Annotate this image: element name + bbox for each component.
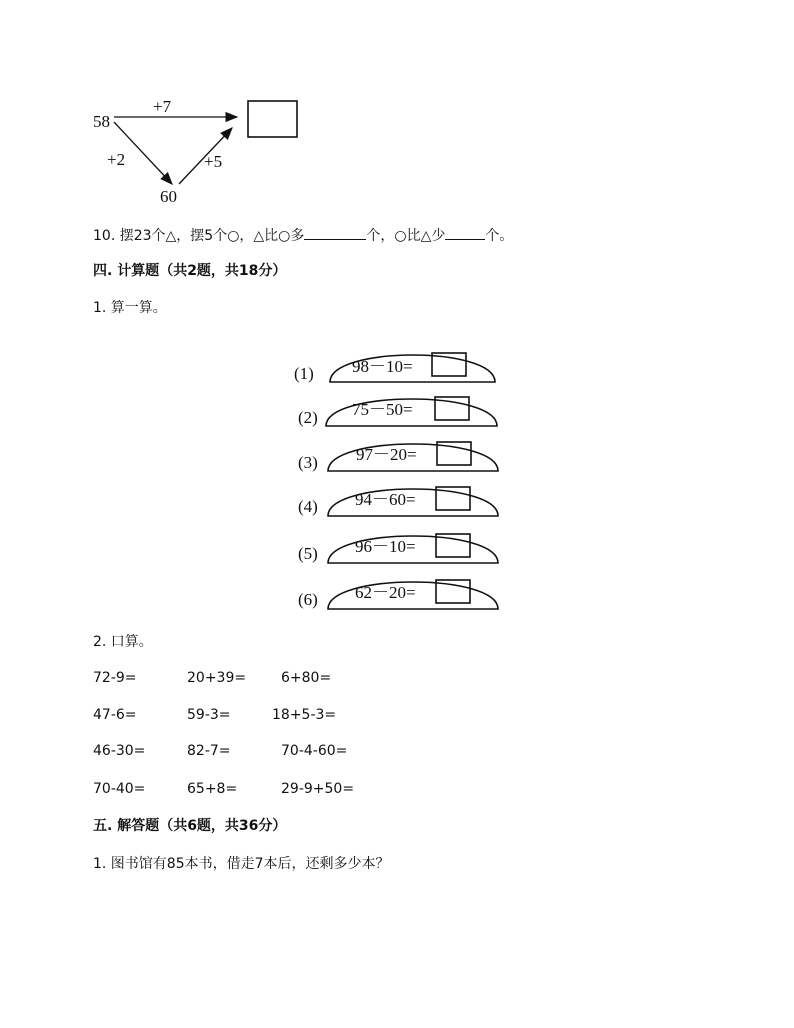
bowl-expression: 75－50= — [352, 400, 413, 419]
section-5-title: 五. 解答题（共6题，共36分） — [93, 818, 287, 834]
bowl-label: (6) — [298, 590, 318, 609]
bowl-label: (1) — [294, 364, 314, 383]
answer-box — [248, 101, 297, 137]
right-operation: +5 — [204, 152, 223, 171]
bowl-label: (2) — [298, 408, 318, 427]
oral-item: 59-3= — [187, 707, 231, 723]
oral-item: 46-30= — [93, 743, 146, 759]
oral-item: 70-40= — [93, 781, 146, 797]
bowl-label: (5) — [298, 544, 318, 563]
oral-item: 70-4-60= — [281, 743, 348, 759]
oral-item: 47-6= — [93, 707, 137, 723]
oral-item: 20+39= — [187, 670, 247, 686]
top-operation: +7 — [153, 97, 172, 116]
q10-blank-1 — [304, 225, 366, 240]
bowl-expression: 94－60= — [355, 490, 416, 509]
bowl-expression: 97－20= — [356, 445, 417, 464]
q10-suffix: 个。 — [485, 228, 514, 244]
section-4-q1: 1. 算一算。 — [93, 300, 167, 316]
section-5-q1: 1. 图书馆有85本书，借走7本后，还剩多少本？ — [93, 856, 390, 872]
left-operation: +2 — [107, 150, 126, 169]
bowl-label: (3) — [298, 453, 318, 472]
bowl-expression: 98－10= — [352, 357, 413, 376]
start-number: 58 — [93, 112, 110, 131]
oral-item: 82-7= — [187, 743, 231, 759]
bowl-label: (4) — [298, 497, 318, 516]
q10-blank-2 — [445, 225, 485, 240]
section-4-title: 四. 计算题（共2题，共18分） — [93, 263, 287, 279]
end-number: 60 — [160, 187, 177, 206]
oral-item: 6+80= — [281, 670, 332, 686]
q10-middle: 个，○比△少 — [366, 228, 446, 244]
oral-item: 18+5-3= — [272, 707, 337, 723]
bowl-expression: 96－10= — [355, 537, 416, 556]
q10-prefix: 10. 摆23个△，摆5个○，△比○多 — [93, 228, 305, 244]
oral-item: 72-9= — [93, 670, 137, 686]
question-10 — [93, 225, 513, 245]
oral-item: 29-9+50= — [281, 781, 355, 797]
section-4-q2: 2. 口算。 — [93, 634, 153, 650]
oral-item: 65+8= — [187, 781, 238, 797]
bowl-expression: 62－20= — [355, 583, 416, 602]
arrow-diagram — [80, 88, 320, 213]
